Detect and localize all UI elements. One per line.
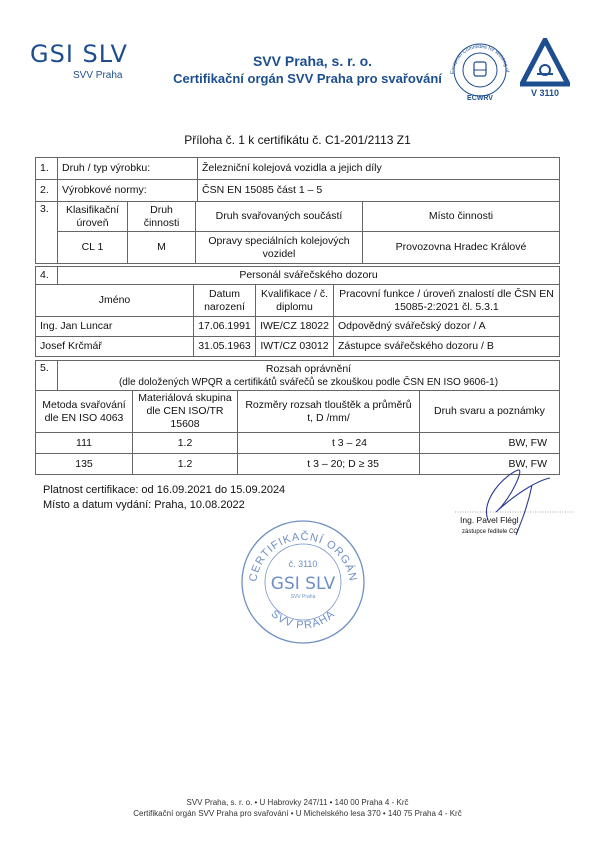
- validity-period: Platnost certifikace: od 16.09.2021 do 15.09.2024: [43, 484, 286, 496]
- footer-address-1: SVV Praha, s. r. o. • U Habrovky 247/11 • 140 00 Praha 4 - Krč: [186, 798, 409, 807]
- material-group: 1.2: [133, 433, 238, 454]
- activity-type-header: Druh činnosti: [128, 202, 196, 232]
- logo-subtitle: SVV Praha: [73, 70, 123, 81]
- scope-table: [35, 360, 560, 475]
- company-name: SVV Praha, s. r. o.: [252, 53, 373, 69]
- v3110-label: V 3110: [530, 88, 560, 98]
- signer-role: zástupce ředitele CO: [462, 529, 519, 535]
- page-footer: [0, 797, 595, 819]
- validity-block: [43, 483, 285, 513]
- table-row: [36, 337, 560, 357]
- product-standards-value: ČSN EN 15085 část 1 – 5: [198, 180, 560, 202]
- stamp-logo: GSI SLV: [270, 574, 336, 594]
- issue-place-date: Místo a datum vydání: Praha, 10.08.2022: [43, 499, 245, 511]
- welded-parts-header: Druh svařovaných součástí: [196, 202, 363, 232]
- supervision-table: [35, 266, 560, 357]
- stamp-sub: SVV Praha: [290, 594, 316, 600]
- signer-name: Ing. Pavel Flégl: [460, 515, 519, 525]
- birth-date-header: Datum narození: [194, 285, 256, 317]
- classification-table: [35, 201, 560, 264]
- row-number: 4.: [36, 267, 58, 285]
- header-title-block: [173, 53, 445, 86]
- v3110-logo: [520, 38, 570, 100]
- svg-text:European Committee for Welding: [440, 30, 510, 74]
- person-function: Odpovědný svářečský dozor / A: [334, 317, 560, 337]
- dimensions-header: Rozměry rozsah tlouštěk a průměrů t, D /mm/: [238, 391, 420, 433]
- weld-type: BW, FW: [420, 433, 560, 454]
- stamp-ring-text: CERTIFIKAČNÍ ORGÁN: [247, 530, 359, 583]
- stamp-bottom-text: SVV PRAHA: [268, 607, 338, 632]
- ecwrv-label: ECWRV: [467, 95, 493, 102]
- activity-type-value: M: [128, 232, 196, 264]
- signature-scribble: [486, 470, 550, 535]
- qualification-header: Kvalifikace / č. diplomu: [256, 285, 334, 317]
- row-number: 2.: [36, 180, 58, 202]
- table-row: [36, 317, 560, 337]
- svg-text:SVV PRAHA: [269, 608, 338, 632]
- dimensions-range: t 3 – 20; D ≥ 35: [238, 454, 420, 475]
- name-header: Jméno: [36, 285, 194, 317]
- official-stamp: [238, 517, 368, 647]
- product-type-label: Druh / typ výrobku:: [58, 158, 198, 180]
- dimensions-range: t 3 – 24: [238, 433, 420, 454]
- ecwrv-ring-text: European Committee for Welding of: [449, 43, 510, 75]
- weld-type: BW, FW: [420, 454, 560, 475]
- row-number: 1.: [36, 158, 58, 180]
- scope-subtitle: (dle doložených WPQR a certifikátů svářečů se zkouškou podle ČSN EN ISO 9606-1): [118, 376, 499, 388]
- company-subtitle: Certifikační orgán SVV Praha pro svařování: [173, 71, 442, 86]
- welded-parts-value: Opravy speciálních kolejových vozidel: [196, 232, 363, 264]
- person-name: Ing. Jan Luncar: [36, 317, 194, 337]
- footer-address-2: Certifikační orgán SVV Praha pro svařování • U Michelského lesa 370 • 140 75 Praha 4 - Krč: [133, 809, 462, 818]
- person-qualification: IWT/CZ 03012: [256, 337, 334, 357]
- person-birth-date: 17.06.1991: [194, 317, 256, 337]
- welding-method: 111: [36, 433, 133, 454]
- welding-method: 135: [36, 454, 133, 475]
- person-function: Zástupce svářečského dozoru / B: [334, 337, 560, 357]
- signature-area: [400, 460, 580, 560]
- company-logo: [30, 40, 140, 90]
- supervision-title: Personál svářečského dozoru: [58, 267, 560, 285]
- activity-place-value: Provozovna Hradec Králové: [363, 232, 560, 264]
- material-group: 1.2: [133, 454, 238, 475]
- product-standards-label: Výrobkové normy:: [58, 180, 198, 202]
- activity-place-header: Místo činnosti: [363, 202, 560, 232]
- logo-text: GSI SLV: [30, 40, 128, 68]
- ecwrv-logo: [440, 30, 520, 102]
- scope-title-cell: [58, 361, 560, 391]
- stamp-number: č. 3110: [288, 559, 318, 569]
- product-type-value: Železniční kolejová vozidla a jejich díly: [198, 158, 560, 180]
- certificate-annex-title: Příloha č. 1 k certifikátu č. C1-201/2113 Z1: [184, 133, 411, 147]
- person-qualification: IWE/CZ 18022: [256, 317, 334, 337]
- classification-level-header: Klasifikační úroveň: [58, 202, 128, 232]
- row-number: 3.: [36, 202, 58, 264]
- weld-type-header: Druh svaru a poznámky: [420, 391, 560, 433]
- product-table: [35, 157, 560, 202]
- person-birth-date: 31.05.1963: [194, 337, 256, 357]
- row-number: 5.: [36, 361, 58, 391]
- table-row: [36, 433, 560, 454]
- function-header: Pracovní funkce / úroveň znalostí dle ČSN EN 15085-2:2021 čl. 5.3.1: [334, 285, 560, 317]
- classification-level-value: CL 1: [58, 232, 128, 264]
- person-name: Josef Krčmář: [36, 337, 194, 357]
- welding-method-header: Metoda svařování dle EN ISO 4063: [36, 391, 133, 433]
- material-group-header: Materiálová skupina dle CEN ISO/TR 15608: [133, 391, 238, 433]
- scope-title: Rozsah oprávnění: [265, 362, 352, 375]
